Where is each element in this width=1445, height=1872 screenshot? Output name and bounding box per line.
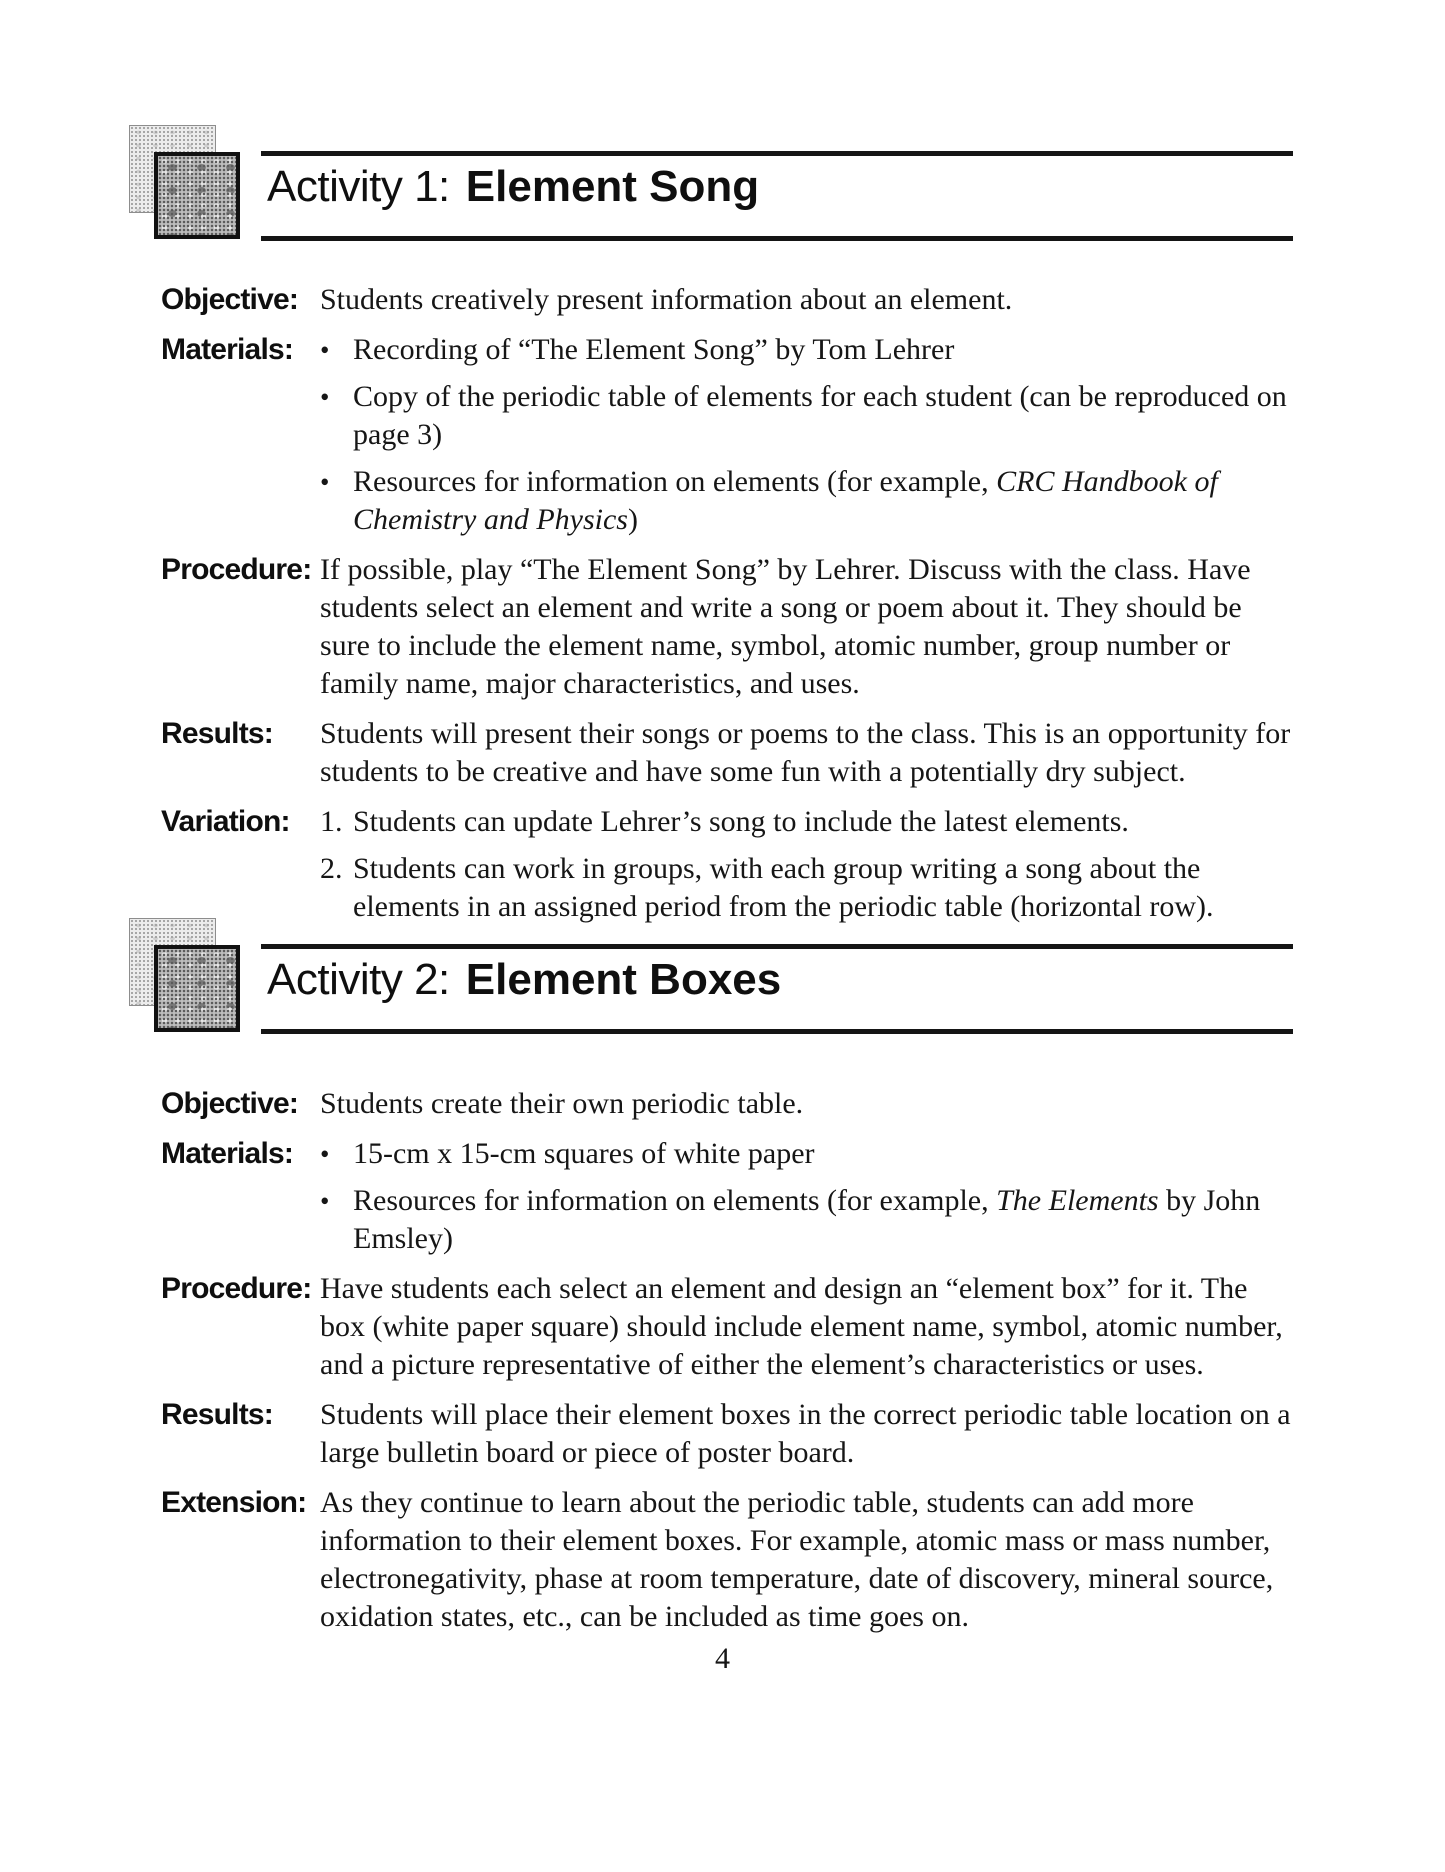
- list-item: [320, 1182, 1293, 1258]
- activity-title-name: Element Boxes: [465, 955, 782, 1004]
- text-run: [320, 281, 1293, 319]
- textured-square-front-icon: [154, 945, 240, 1032]
- text: Copy of the periodic table of elements for each student (can be reproduced on page 3): [353, 380, 1287, 451]
- activity-2-section: [0, 918, 1445, 1633]
- header-rule-bottom: [261, 1029, 1293, 1034]
- section-content: [320, 1135, 1293, 1258]
- section-content: [320, 1085, 1293, 1123]
- bullet-icon: •: [320, 382, 330, 412]
- section-content: [320, 1484, 1293, 1636]
- activity-title-prefix: Activity 2:: [267, 955, 450, 1004]
- text-run: [353, 378, 1293, 454]
- text-run: [353, 331, 1293, 369]
- overlapping-textured-squares-icon: [129, 125, 241, 239]
- section-content: [320, 331, 1293, 539]
- text: Resources for information on elements (for example,: [353, 465, 997, 498]
- bullet-icon: •: [320, 335, 330, 365]
- section-label: Procedure:: [161, 1272, 312, 1305]
- activity-title-name: Element Song: [465, 162, 760, 211]
- text-run: [353, 803, 1293, 841]
- section-label: Results:: [161, 1398, 273, 1431]
- section-row: [161, 1484, 1293, 1636]
- paragraph: [320, 1085, 1293, 1123]
- italic-text: CRC Handbook of Chemistry and Physics: [353, 465, 1218, 536]
- text: If possible, play “The Element Song” by Lehrer. Discuss with the class. Have students select an element and write a song or poem about it. They should be sure to include the element name, symbol, atomic number, group number or family name, major characteristics, and uses.: [320, 553, 1251, 700]
- section-row: [161, 551, 1293, 703]
- text: Students create their own periodic table.: [320, 1087, 804, 1120]
- section-label: Objective:: [161, 1087, 299, 1120]
- list-item: [320, 331, 1293, 369]
- text: by John Emsley): [353, 1184, 1261, 1255]
- text: 15-cm x 15-cm squares of white paper: [353, 1137, 815, 1170]
- overlapping-textured-squares-icon: [129, 918, 241, 1032]
- paragraph: [320, 1270, 1293, 1384]
- section-row: [161, 803, 1293, 926]
- text-run: [353, 1182, 1293, 1258]
- list-item: [320, 463, 1293, 539]
- text: ): [627, 503, 638, 536]
- section-label: Results:: [161, 717, 273, 750]
- bullet-icon: •: [320, 1186, 330, 1216]
- text: Have students each select an element and design an “element box” for it. The box (white paper square) should include element name, symbol, atomic number, and a picture representative of either the element’s characteristics or uses.: [320, 1272, 1283, 1381]
- paragraph: [320, 551, 1293, 703]
- list-number: 1.: [320, 805, 343, 838]
- list-item: [320, 1135, 1293, 1173]
- section-content: [320, 1270, 1293, 1384]
- paragraph: [320, 281, 1293, 319]
- header-rule-top: [261, 151, 1293, 156]
- italic-text: The Elements: [996, 1184, 1159, 1217]
- paragraph: [320, 1484, 1293, 1636]
- section-label: Procedure:: [161, 553, 312, 586]
- text: Students creatively present information about an element.: [320, 283, 1013, 316]
- text-run: [353, 1135, 1293, 1173]
- activity-title-prefix: Activity 1:: [267, 162, 450, 211]
- paragraph: [320, 715, 1293, 791]
- activity-2-header: [0, 918, 1445, 1034]
- section-row: [161, 1270, 1293, 1384]
- section-label: Extension:: [161, 1486, 307, 1519]
- activity-1-section: [0, 125, 1445, 923]
- bullet-icon: •: [320, 1139, 330, 1169]
- activity-title: [267, 955, 781, 1005]
- section-row: [161, 715, 1293, 791]
- activity-1-header: [0, 125, 1445, 241]
- section-label: Objective:: [161, 283, 299, 316]
- text-run: [320, 1484, 1293, 1636]
- header-rule-top: [261, 944, 1293, 949]
- section-row: [161, 1085, 1293, 1123]
- section-content: [320, 715, 1293, 791]
- text: Resources for information on elements (for example,: [353, 1184, 997, 1217]
- section-label: Materials:: [161, 1137, 294, 1170]
- section-content: [320, 803, 1293, 926]
- section-row: [161, 281, 1293, 319]
- activity-title: [267, 162, 759, 212]
- text: Students will present their songs or poems to the class. This is an opportunity for students to be creative and have some fun with a potentially dry subject.: [320, 717, 1291, 788]
- list-item: [320, 378, 1293, 454]
- text-run: [320, 551, 1293, 703]
- list-number: 2.: [320, 852, 343, 885]
- section-content: [320, 551, 1293, 703]
- section-content: [320, 1396, 1293, 1472]
- text: Students will place their element boxes in the correct periodic table location on a large bulletin board or piece of poster board.: [320, 1398, 1291, 1469]
- section-label: Variation:: [161, 805, 290, 838]
- text: Students can update Lehrer’s song to include the latest elements.: [353, 805, 1129, 838]
- activity-1-body: [161, 281, 1293, 938]
- text: As they continue to learn about the periodic table, students can add more information to their element boxes. For example, atomic mass or mass number, electronegativity, phase at room temperature, date of discovery, mineral source, oxidation states, etc., can be included as time goes on.: [320, 1486, 1274, 1633]
- section-row: [161, 1135, 1293, 1258]
- text-run: [320, 1396, 1293, 1472]
- list-item: [320, 850, 1293, 926]
- section-row: [161, 331, 1293, 539]
- bullet-icon: •: [320, 467, 330, 497]
- text-run: [353, 463, 1293, 539]
- header-rule-bottom: [261, 236, 1293, 241]
- section-label: Materials:: [161, 333, 294, 366]
- paragraph: [320, 1396, 1293, 1472]
- textured-square-front-icon: [154, 152, 240, 239]
- text-run: [320, 1270, 1293, 1384]
- activity-2-body: [161, 1085, 1293, 1648]
- text: Recording of “The Element Song” by Tom Lehrer: [353, 333, 955, 366]
- text-run: [353, 850, 1293, 926]
- text-run: [320, 715, 1293, 791]
- section-content: [320, 281, 1293, 319]
- section-row: [161, 1396, 1293, 1472]
- list-item: [320, 803, 1293, 841]
- page-number: 4: [715, 1642, 730, 1675]
- text: Students can work in groups, with each group writing a song about the elements in an assigned period from the periodic table (horizontal row).: [353, 852, 1214, 923]
- text-run: [320, 1085, 1293, 1123]
